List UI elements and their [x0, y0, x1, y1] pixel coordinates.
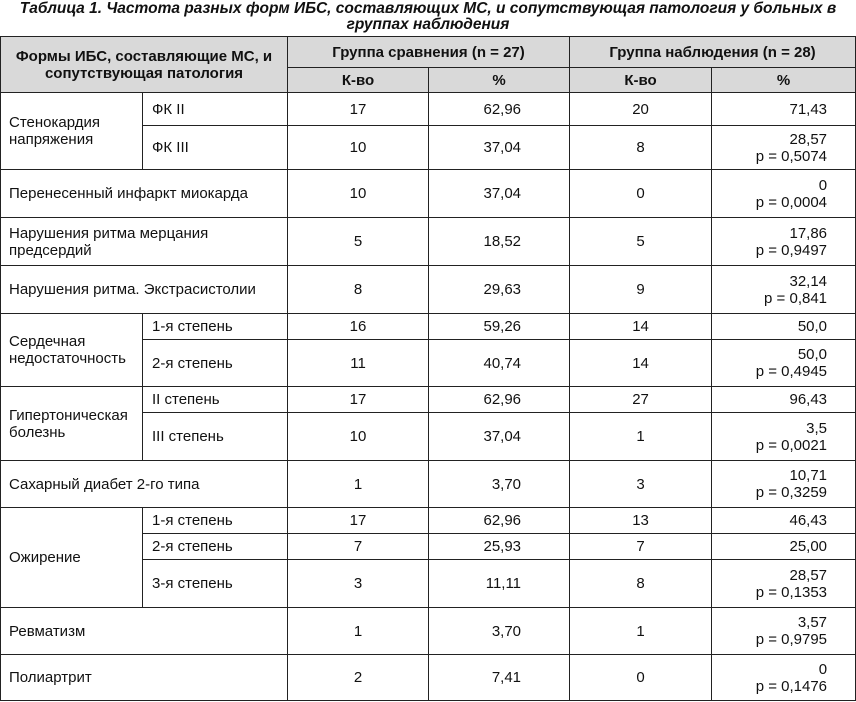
header-pct-1: %	[429, 68, 570, 93]
table-row	[1, 170, 856, 218]
count-comparison: 11	[288, 340, 429, 387]
pct-observation	[712, 655, 856, 701]
pct-comparison: 62,96	[429, 508, 570, 534]
count-observation: 9	[570, 266, 712, 314]
count-observation: 20	[570, 93, 712, 126]
table-row	[1, 266, 856, 314]
pct-comparison: 59,26	[429, 314, 570, 340]
pct-observation	[712, 340, 856, 387]
pct-comparison: 29,63	[429, 266, 570, 314]
p-value: p = 0,0004	[755, 193, 828, 211]
pct-observation	[712, 461, 856, 508]
pct-observation	[712, 413, 856, 461]
table-caption	[0, 0, 856, 33]
count-observation: 1	[570, 413, 712, 461]
pct-observation	[712, 218, 856, 266]
pct-observation	[712, 170, 856, 218]
count-comparison: 17	[288, 387, 429, 413]
count-observation: 5	[570, 218, 712, 266]
table-row	[1, 608, 856, 655]
pct-value: 3,57	[797, 614, 828, 631]
pct-comparison: 3,70	[429, 608, 570, 655]
pct-comparison: 37,04	[429, 126, 570, 170]
table-row	[1, 218, 856, 266]
pct-value: 10,71	[789, 467, 828, 484]
p-value: p = 0,0021	[755, 436, 828, 454]
pct-observation	[712, 387, 856, 413]
count-observation: 0	[570, 170, 712, 218]
row-sub-label: 2-я степень	[143, 534, 288, 560]
count-observation: 7	[570, 534, 712, 560]
count-observation: 13	[570, 508, 712, 534]
row-sub-label: 1-я степень	[143, 314, 288, 340]
header-forms: Формы ИБС, составляющие МС, и сопутствующая патология	[1, 37, 288, 93]
count-comparison: 3	[288, 560, 429, 608]
count-observation: 14	[570, 314, 712, 340]
row-sub-label: 2-я степень	[143, 340, 288, 387]
pct-value: 17,86	[789, 224, 828, 242]
count-observation: 8	[570, 560, 712, 608]
row-group-label: Стенокардия напряжения	[1, 93, 143, 170]
count-observation: 8	[570, 126, 712, 170]
p-value: p = 0,9795	[755, 631, 828, 648]
pct-observation	[712, 266, 856, 314]
p-value: p = 0,9497	[755, 241, 828, 259]
count-comparison: 8	[288, 266, 429, 314]
count-comparison: 1	[288, 608, 429, 655]
header-group-observation: Группа наблюдения (n = 28)	[570, 37, 856, 68]
count-comparison: 17	[288, 93, 429, 126]
count-comparison: 17	[288, 508, 429, 534]
count-comparison: 5	[288, 218, 429, 266]
pct-value: 50,0	[797, 346, 828, 363]
pct-comparison: 37,04	[429, 413, 570, 461]
row-sub-label: ФК II	[143, 93, 288, 126]
count-comparison: 10	[288, 413, 429, 461]
pct-value: 25,00	[789, 538, 828, 555]
pct-value: 32,14	[789, 272, 828, 290]
pct-comparison: 3,70	[429, 461, 570, 508]
count-comparison: 10	[288, 170, 429, 218]
caption-line-2: группах наблюдения	[346, 16, 510, 33]
row-group-label: Ожирение	[1, 508, 143, 608]
row-sub-label: II степень	[143, 387, 288, 413]
row-group-label: Полиартрит	[1, 655, 288, 701]
row-group-label: Сердечная недостаточность	[1, 314, 143, 387]
count-observation: 3	[570, 461, 712, 508]
pct-comparison: 7,41	[429, 655, 570, 701]
p-value: p = 0,841	[764, 289, 828, 307]
header-pct-2: %	[712, 68, 856, 93]
row-group-label: Гипертоническая болезнь	[1, 387, 143, 461]
header-group-comparison: Группа сравнения (n = 27)	[288, 37, 570, 68]
count-comparison: 1	[288, 461, 429, 508]
p-value: p = 0,1476	[755, 677, 828, 695]
pct-observation	[712, 608, 856, 655]
caption-line-1: Таблица 1. Частота разных форм ИБС, составляющих МС, и сопутствующая патология у больных в	[19, 0, 837, 17]
count-comparison: 16	[288, 314, 429, 340]
table-row	[1, 387, 856, 413]
pct-value: 0	[818, 176, 828, 194]
p-value: p = 0,1353	[755, 583, 828, 601]
pct-value: 96,43	[789, 391, 828, 408]
table-row	[1, 508, 856, 534]
pct-value: 28,57	[789, 130, 828, 148]
row-group-label: Перенесенный инфаркт миокарда	[1, 170, 288, 218]
row-sub-label: III степень	[143, 413, 288, 461]
pct-observation	[712, 314, 856, 340]
row-sub-label: ФК III	[143, 126, 288, 170]
pct-observation	[712, 93, 856, 126]
header-count-1: К-во	[288, 68, 429, 93]
count-observation: 27	[570, 387, 712, 413]
header-row-1	[1, 37, 856, 68]
pct-comparison: 62,96	[429, 387, 570, 413]
p-value: p = 0,4945	[755, 363, 828, 380]
p-value: p = 0,3259	[755, 484, 828, 501]
pct-observation	[712, 508, 856, 534]
table-row	[1, 314, 856, 340]
pct-observation	[712, 126, 856, 170]
pct-comparison: 25,93	[429, 534, 570, 560]
row-group-label: Нарушения ритма мерцания предсердий	[1, 218, 288, 266]
row-group-label: Сахарный диабет 2-го типа	[1, 461, 288, 508]
pct-comparison: 18,52	[429, 218, 570, 266]
p-value: p = 0,5074	[755, 147, 828, 165]
row-sub-label: 3-я степень	[143, 560, 288, 608]
count-observation: 1	[570, 608, 712, 655]
pct-value: 3,5	[806, 419, 828, 437]
count-comparison: 10	[288, 126, 429, 170]
pct-observation	[712, 534, 856, 560]
pct-value: 0	[818, 660, 828, 678]
header-count-2: К-во	[570, 68, 712, 93]
count-observation: 14	[570, 340, 712, 387]
pct-value: 46,43	[789, 512, 828, 529]
data-table	[0, 36, 856, 701]
table-row	[1, 93, 856, 126]
pct-value: 71,43	[789, 100, 828, 118]
pct-observation	[712, 560, 856, 608]
count-observation: 0	[570, 655, 712, 701]
pct-comparison: 11,11	[429, 560, 570, 608]
row-group-label: Нарушения ритма. Экстрасистолии	[1, 266, 288, 314]
pct-comparison: 40,74	[429, 340, 570, 387]
row-group-label: Ревматизм	[1, 608, 288, 655]
pct-comparison: 62,96	[429, 93, 570, 126]
table-row	[1, 655, 856, 701]
count-comparison: 2	[288, 655, 429, 701]
pct-value: 50,0	[797, 318, 828, 335]
table-row	[1, 461, 856, 508]
pct-value: 28,57	[789, 566, 828, 584]
pct-comparison: 37,04	[429, 170, 570, 218]
count-comparison: 7	[288, 534, 429, 560]
row-sub-label: 1-я степень	[143, 508, 288, 534]
